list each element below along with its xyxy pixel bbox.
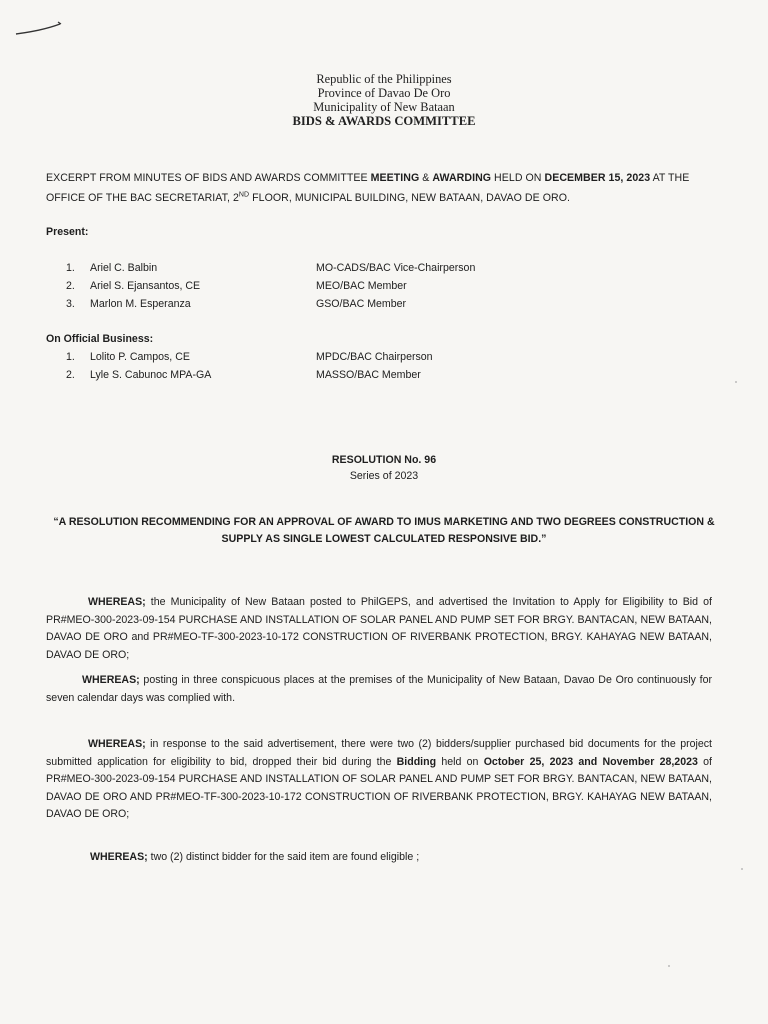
- item-number: 3.: [66, 298, 75, 310]
- header-province: Province of Davao De Oro: [317, 86, 451, 100]
- bidding-label: Bidding: [396, 755, 437, 768]
- list-item: [66, 348, 433, 366]
- member-name: Marlon M. Esperanza: [90, 298, 191, 310]
- item-number: 1.: [66, 262, 75, 274]
- paragraph-text: the Municipality of New Bataan posted to PhilGEPS, and advertised the Invitation to Apply for Eligibility to Bid of PR#MEO-300-2023-09-154 PURCHASE AND INSTALLATION OF SOLAR PANEL AND PUMP SET FOR BRGY. BANTACAN, NEW BATAAN, DAVAO DE ORO and PR#MEO-TF-300-2023-10-172 CONSTRUCTION OF RIVERBANK PROTECTION, BRGY. KAHAYAG NEW BATAAN, DAVAO DE ORO;: [46, 596, 712, 661]
- excerpt-paragraph: [46, 168, 718, 208]
- member-name: Ariel S. Ejansantos, CE: [90, 280, 201, 292]
- excerpt-superscript: ND: [238, 191, 250, 199]
- paragraph-text: held on: [436, 755, 484, 768]
- caption-line: “A RESOLUTION RECOMMENDING FOR AN APPROVAL OF AWARD TO IMUS MARKETING AND TWO DEGREES CONSTRUCTION &: [53, 516, 715, 528]
- member-name: Ariel C. Balbin: [90, 262, 158, 274]
- paragraph-text: posting in three conspicuous places at the premises of the Municipality of New Bataan, Davao De Oro continuously for seven calendar days was complied with.: [46, 674, 712, 704]
- member-name: Lyle S. Cabunoc MPA-GA: [90, 369, 212, 381]
- whereas-paragraph-3: [46, 736, 712, 824]
- item-number: 1.: [66, 351, 75, 363]
- whereas-paragraph-1: [46, 594, 712, 664]
- excerpt-date: DECEMBER 15, 2023: [544, 172, 651, 184]
- list-item: [66, 259, 475, 277]
- member-role: MPDC/BAC Chairperson: [316, 351, 433, 363]
- whereas-paragraph-4: [46, 849, 712, 867]
- header-municipality: Municipality of New Bataan: [313, 100, 455, 114]
- list-item: [66, 277, 475, 295]
- resolution-number: RESOLUTION No. 96: [331, 454, 437, 466]
- scan-speck: [741, 868, 743, 870]
- item-number: 2.: [66, 280, 75, 292]
- excerpt-text: FLOOR, MUNICIPAL BUILDING, NEW BATAAN, DAVAO DE ORO.: [249, 192, 571, 204]
- paragraph-text: of PR#MEO-300-2023-09-154 PURCHASE AND INSTALLATION OF SOLAR PANEL AND PUMP SET FOR BRGY. BANTACAN, NEW BATAAN, DAVAO DE ORO AND PR#MEO-TF-300-2023-10-172 CONSTRUCTION OF RIVERBANK PROTECTION, BRGY. KAHAYAG NEW BATAAN, DAVAO DE ORO;: [46, 755, 712, 820]
- official-business-list: [66, 348, 433, 384]
- header-committee: BIDS & AWARDS COMMITTEE: [292, 114, 476, 128]
- excerpt-text: EXCERPT FROM MINUTES OF BIDS AND AWARDS COMMITTEE: [46, 172, 371, 184]
- document-header: [0, 72, 768, 128]
- whereas-keyword: WHEREAS;: [82, 674, 140, 686]
- official-business-label: On Official Business:: [46, 333, 154, 345]
- member-role: MEO/BAC Member: [316, 280, 407, 292]
- list-item: [66, 295, 475, 313]
- member-role: MASSO/BAC Member: [316, 369, 421, 381]
- present-list: [66, 259, 475, 313]
- caption-line: SUPPLY AS SINGLE LOWEST CALCULATED RESPONSIVE BID.”: [221, 533, 547, 545]
- whereas-keyword: WHEREAS;: [88, 738, 146, 750]
- member-role: GSO/BAC Member: [316, 298, 407, 310]
- whereas-paragraph-2: [46, 672, 712, 707]
- paragraph-text: two (2) distinct bidder for the said item are found eligible ;: [147, 851, 420, 863]
- excerpt-text: &: [419, 172, 433, 184]
- pen-mark: [14, 14, 64, 38]
- excerpt-meeting: MEETING: [370, 172, 420, 184]
- whereas-keyword: WHEREAS;: [88, 596, 146, 608]
- paragraph-text: in response to the said advertisement, there were two (2) bidders/supplier purchased bid documents for the project submitted application for eligibility to bid, dropped their bid during the: [46, 738, 712, 768]
- header-republic: Republic of the Philippines: [316, 72, 452, 86]
- scan-speck: [668, 965, 670, 967]
- member-name: Lolito P. Campos, CE: [90, 351, 190, 363]
- resolution-series: Series of 2023: [349, 470, 419, 482]
- resolution-heading: [0, 452, 768, 484]
- excerpt-text: AT THE OFFICE OF THE BAC SECRETARIAT, 2: [46, 172, 690, 204]
- resolution-caption: [40, 514, 728, 548]
- whereas-keyword: WHEREAS;: [90, 851, 148, 863]
- present-label: Present:: [46, 226, 89, 238]
- item-number: 2.: [66, 369, 75, 381]
- excerpt-text: HELD ON: [491, 172, 545, 184]
- excerpt-awarding: AWARDING: [432, 172, 492, 184]
- member-role: MO-CADS/BAC Vice-Chairperson: [316, 262, 476, 274]
- list-item: [66, 366, 433, 384]
- bidding-dates: October 25, 2023 and November 28,2023: [483, 755, 698, 768]
- scan-speck: [735, 381, 737, 383]
